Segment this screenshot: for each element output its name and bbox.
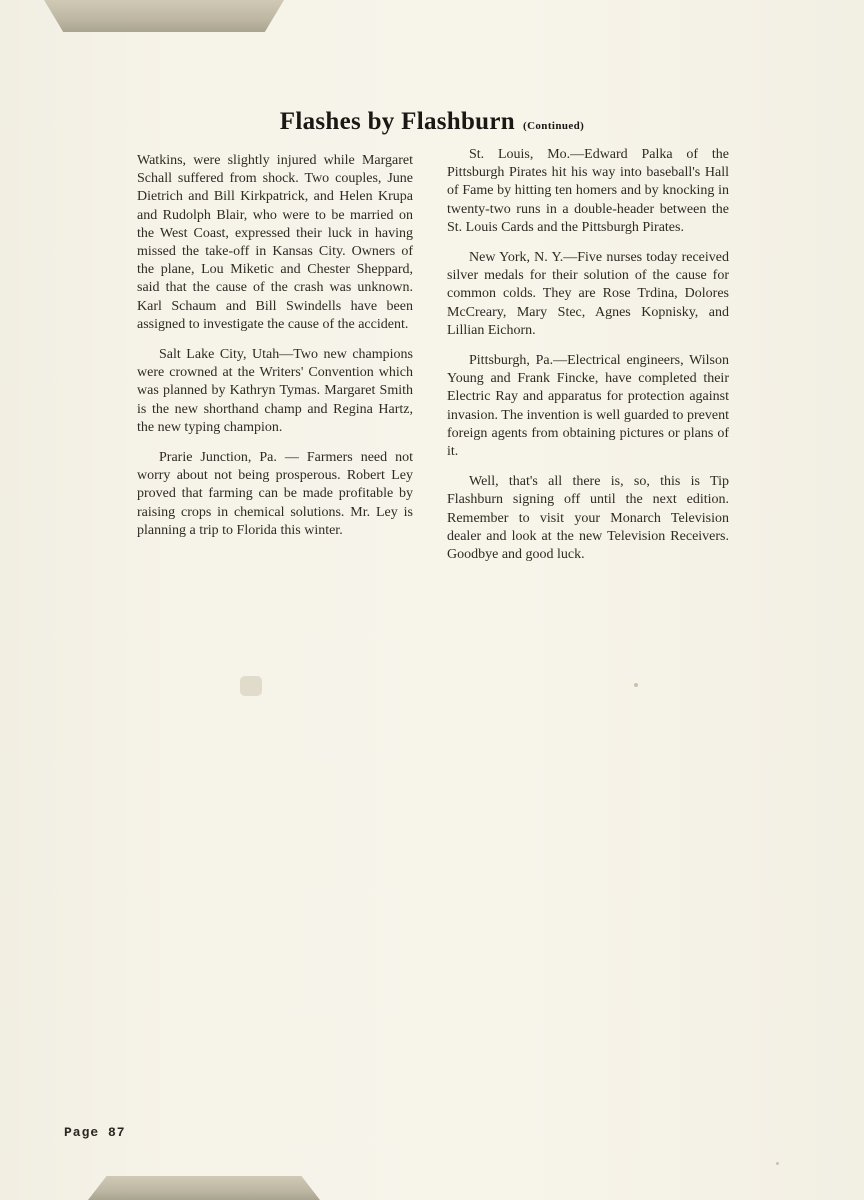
article-title: [0, 108, 864, 136]
title-text: Flashes by Flashburn: [279, 108, 515, 135]
paragraph: Well, that's all there is, so, this is Tip Flashburn signing off until the next edition. Remember to visit your Monarch Television dealer and look at the new Television Receivers. Goodbye and good luck.: [447, 474, 729, 563]
paragraph: New York, N. Y.—Five nurses today received silver medals for their solution of the cause for common colds. They are Rose Trdina, Dolores McCreary, Mary Stec, Agnes Kopnisky, and Lillian Eichorn.: [447, 250, 729, 338]
paragraph: St. Louis, Mo.—Edward Palka of the Pittsburgh Pirates hit his way into baseball's Hall of Fame by hitting ten homers and by knocking in twenty-two runs in a double-header between the St. Louis Cards and the Pittsburgh Pirates.: [447, 147, 729, 235]
binding-tab-bottom: [88, 1176, 320, 1200]
binding-tab-top: [44, 0, 284, 32]
paragraph: Watkins, were slightly injured while Margaret Schall suffered from shock. Two couples, June Dietrich and Bill Kirkpatrick, and Helen Krupa and Rudolph Blair, who were to be married on the West Coast, expressed their luck in having missed the take-off in Kansas City. Owners of the plane, Lou Miketic and Chester Sheppard, said that the cause of the crash was unknown. Karl Schaum and Bill Swindells have been assigned to investigate the cause of the accident.: [137, 153, 413, 332]
right-column: [447, 146, 729, 576]
page-number: Page 87: [64, 1125, 126, 1140]
left-column: [137, 152, 413, 552]
paragraph: Pittsburgh, Pa.—Electrical engineers, Wilson Young and Frank Fincke, have completed their Electric Ray and apparatus for protection against invasion. The invention is well guarded to prevent foreign agents from obtaining pictures or plans of it.: [447, 353, 729, 460]
paper-speck: [776, 1162, 779, 1165]
title-continued: (Continued): [523, 120, 585, 132]
paper-speck: [634, 683, 638, 687]
paragraph: Prarie Junction, Pa. — Farmers need not worry about not being prosperous. Robert Ley proved that farming can be made profitable by raising crops in chemical solutions. Mr. Ley is planning a trip to Florida this winter.: [137, 450, 413, 538]
paper-smudge: [240, 676, 262, 696]
paragraph: Salt Lake City, Utah—Two new champions were crowned at the Writers' Convention which was planned by Kathryn Tymas. Margaret Smith is the new shorthand champ and Regina Hartz, the new typing champion.: [137, 347, 413, 435]
